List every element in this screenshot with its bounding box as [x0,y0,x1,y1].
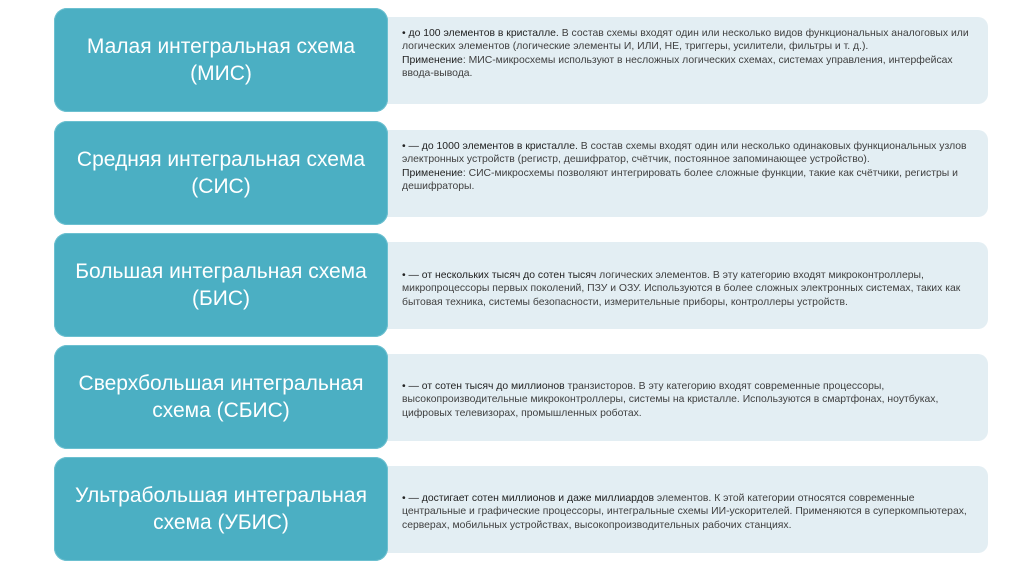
title-box [54,457,388,561]
row-sbis [0,345,1024,449]
title-text: Ультрабольшая интегральная схема (УБИС) [75,484,367,534]
description-body: В состав схемы входят один или несколько видов функциональных аналоговых или логических элементов (логические элементы И, ИЛИ, НЕ, триггеры, усилители, фильтры и т. д.). [402,28,969,53]
title-text: Большая интегральная схема (БИС) [75,260,367,310]
description-box [350,354,988,441]
description-text [402,269,978,309]
description-lead: • — достигает сотен миллионов и даже миллиардов [402,493,655,504]
row-mis [0,8,1024,112]
description-lead: • — до 1000 элементов в кристалле. [402,141,578,152]
description-body: В состав схемы входят один или несколько одинаковых функциональных узлов электронных устройств (регистр, дешифратор, счётчик, постоянное запоминающее устройство). [402,141,967,166]
title-text: Средняя интегральная схема (СИС) [76,148,366,198]
title-text: Малая интегральная схема (МИС) [86,35,356,85]
title-box [54,345,388,449]
description-body: логических элементов. В эту категорию входят микроконтроллеры, микропроцессоры первых поколений, ПЗУ и ОЗУ. Используются в более сложных электронных системах, таких как бытовая техника, системы безопасности, измерительные приборы, контроллеры устройств. [402,270,961,308]
description-text [402,140,978,167]
description-lead: • до 100 элементов в кристалле. [402,28,559,39]
application-body: : МИС-микросхемы используют в несложных логических схемах, системах управления, интерфейсах ввода-вывода. [402,54,953,80]
description-body: элементов. К этой категории относятся современные центральные и графические процессоры, интегральные схемы ИИ-ускорителей. Применяются в суперкомпьютерах, серверах, мобильных устройствах, высокопроизводительных рабочих станциях. [402,493,967,531]
description-text [402,27,978,54]
application-label: Применение [402,54,463,66]
row-bis [0,233,1024,337]
application-label: Применение [402,167,463,179]
description-body: транзисторов. В эту категорию входят современные процессоры, высокопроизводительные микроконтроллеры, системы на кристалле. Используются в смартфонах, ноутбуках, цифровых телевизорах, промышленных роботах. [402,381,939,419]
description-box [350,242,988,329]
application-text [402,167,978,194]
row-sis [0,121,1024,225]
description-text [402,380,978,420]
description-box [350,466,988,553]
title-box [54,233,388,337]
description-box [350,17,988,104]
description-box [350,130,988,217]
description-lead: • — от сотен тысяч до миллионов [402,381,565,392]
application-body: : СИС-микросхемы позволяют интегрировать более сложные функции, такие как счётчики, регистры и дешифраторы. [402,167,958,193]
description-lead: • — от нескольких тысяч до сотен тысяч [402,270,597,281]
title-text: Сверхбольшая интегральная схема (СБИС) [78,372,364,422]
title-box [54,8,388,112]
title-box [54,121,388,225]
description-text [402,492,978,532]
application-text [402,54,978,81]
row-ubis [0,457,1024,561]
